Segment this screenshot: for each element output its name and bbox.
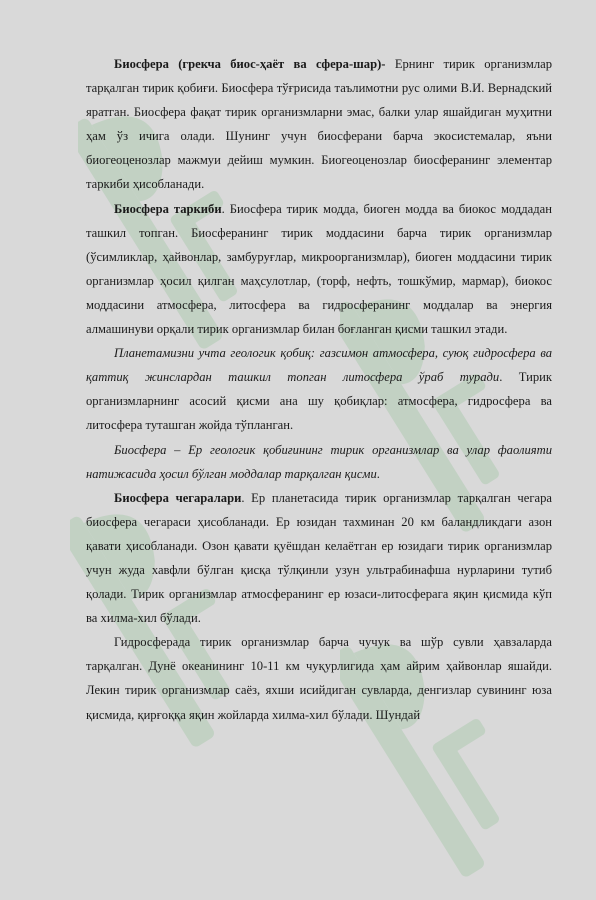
term-biosphere: Биосфера (грекча биос-ҳаёт ва сфера-шар)- xyxy=(114,57,386,71)
document-body xyxy=(86,52,552,727)
paragraph-text: . Биосфера тирик модда, биоген модда ва биокос моддадан ташкил топган. Биосферанинг тирик моддасини барча тирик организмлар (ўсимликлар, ҳайвонлар, замбуруғлар, микроорганизмлар), биоген моддасини тирик организмлар ҳосил қилган маҳсулотлар, (торф, нефть, тошкўмир, мармар), биокос моддасини атмосфера, литосфера ва гидросферанинг моддалар ва энергия алмашинуви орқали тирик организмлар билан боғланган қисми ташкил этади. xyxy=(86,201,552,337)
italic-definition: Биосфера – Ер геологик қобиғининг тирик организмлар ва улар фаолияти натижасида ҳосил бўлган моддалар тарқалган қисми xyxy=(86,442,552,481)
paragraph-biosphere-composition xyxy=(86,197,552,342)
paragraph-biosphere-summary xyxy=(86,438,552,486)
paragraph-text: . Тирик организмларнинг асосий қисми ана шу қобиқлар: атмосфера, гидросфера ва литосфера туташган жойда тўпланган. xyxy=(86,370,552,433)
paragraph-biosphere-definition xyxy=(86,52,552,197)
paragraph-text: Гидросферада тирик организмлар барча чучук ва шўр сувли ҳавзаларда тарқалган. Дунё океанининг 10-11 км чуқурлигида ҳам айрим ҳайвонлар яшайди. Лекин тирик организмлар саёз, яхши исийдиган сувларда, денгизлар сувининг юза қисмида, қирғоққа яқин жойларда хилма-хил бўлади. Шундай xyxy=(86,635,552,722)
paragraph-hydrosphere xyxy=(86,630,552,726)
italic-statement: Планетамизни учта геологик қобиқ: газсимон атмосфера, суюқ гидросфера ва қаттиқ жинслардан ташкил топган литосфера ўраб туради xyxy=(86,346,552,385)
paragraph-geological-shells xyxy=(86,341,552,437)
term-composition: Биосфера таркиби xyxy=(114,201,222,216)
paragraph-text: . Ер планетасида тирик организмлар тарқалган чегара биосфера чегараси ҳисобланади. Ер юзидан тахминан 20 км баландликдаги азон қавати ҳисобланади. Озон қавати қуёшдан келаётган ер юзидаги тирик организмлар учун жуда хавфли бўлган қисқа тўлқинли узун ультрабинафша нурларини тутиб қолади. Тирик организмлар атмосферанинг ер юзаси-литосферага яқин қисмида кўп ва хилма-хил бўлади. xyxy=(86,490,552,626)
paragraph-text: . xyxy=(376,466,380,481)
paragraph-text: Ернинг тирик организмлар тарқалган тирик қобиғи. Биосфера тўғрисида таълимотни рус олими В.И. Вернадский яратган. Биосфера фақат тирик организмларни эмас, балки улар яшайдиган муҳитни ҳам ўз ичига олади. Шунинг учун биосферани барча экосистемалар, яъни биогеоценозлар мажмуи дейиш мумкин. Биогеоценозлар биосферанинг элементар таркиби ҳисобланади. xyxy=(86,57,552,192)
term-boundaries: Биосфера чегаралари xyxy=(114,490,242,505)
paragraph-biosphere-boundaries xyxy=(86,486,552,631)
